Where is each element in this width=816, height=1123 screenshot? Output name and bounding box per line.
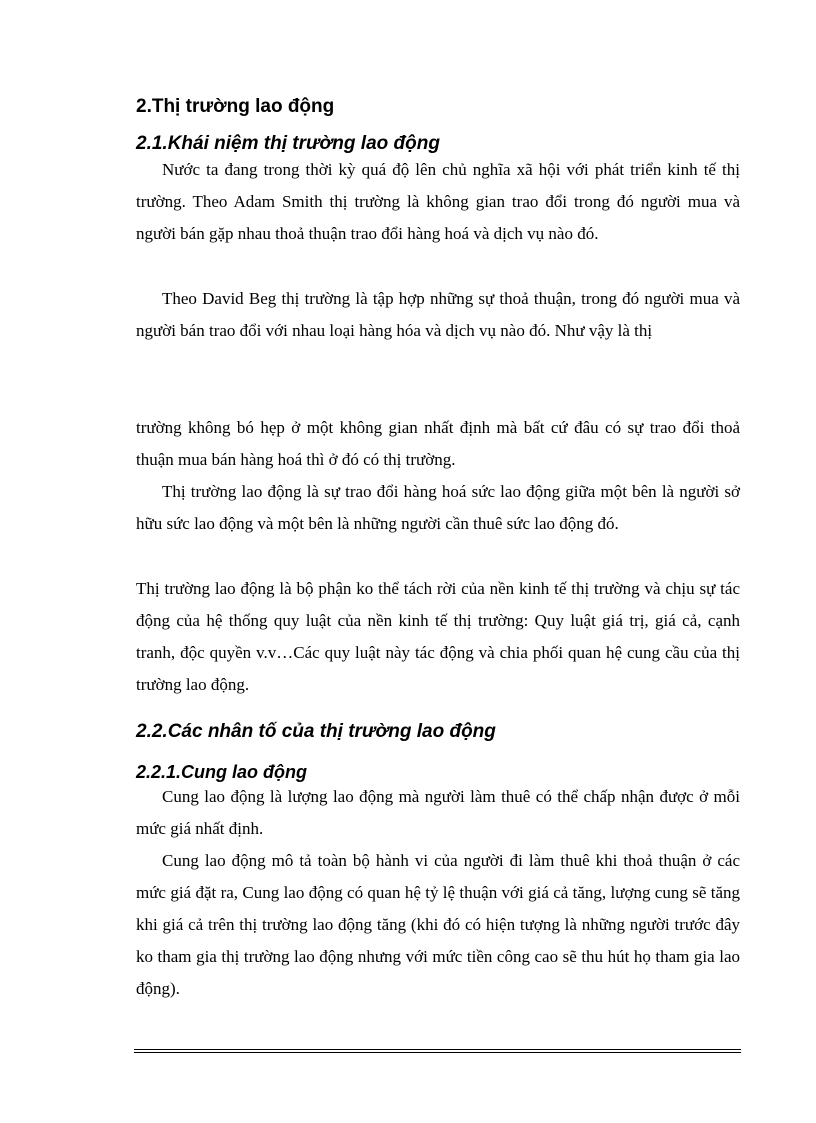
section-heading-2-2: 2.2.Các nhân tố của thị trường lao động bbox=[136, 721, 496, 742]
footer-double-rule bbox=[134, 1049, 741, 1053]
paragraph-david-beg: Theo David Beg thị trường là tập hợp những sự thoả thuận, trong đó người mua và người bán trao đổi với nhau loại hàng hóa và dịch vụ nào đó. Như vậy là thị bbox=[136, 289, 740, 340]
section-heading-2-2-1: 2.2.1.Cung lao động bbox=[136, 762, 308, 782]
section-heading-2: 2.Thị trường lao động bbox=[136, 96, 335, 117]
section-heading-2-1: 2.1.Khái niệm thị trường lao động bbox=[136, 133, 440, 154]
paragraph-labor-supply-behavior: Cung lao động mô tả toàn bộ hành vi của người đi làm thuê khi thoả thuận ở các mức giá đặt ra, Cung lao động có quan hệ tỷ lệ thuận với giá cả tăng, lượng cung sẽ tăng khi giá cả trên thị trường lao động tăng (khi đó có hiện tượng là những người trước đây ko tham gia thị trường lao động nhưng với mức tiền công cao sẽ thu hút họ tham gia lao động). bbox=[136, 851, 740, 998]
paragraph-labor-market-exchange: Thị trường lao động là sự trao đổi hàng hoá sức lao động giữa một bên là người sở hữu sức lao động và một bên là những người cần thuê sức lao động đó. bbox=[136, 482, 740, 533]
paragraph-labor-market-laws: Thị trường lao động là bộ phận ko thể tách rời của nền kinh tế thị trường và chịu sự tác động của hệ thống quy luật của nền kinh tế thị trường: Quy luật giá trị, giá cả, cạnh tranh, độc quyền v.v…Các quy luật này tác động và chia phối quan hệ cung cầu của thị trường lao động. bbox=[136, 579, 740, 694]
paragraph-market-definition: Nước ta đang trong thời kỳ quá độ lên chủ nghĩa xã hội với phát triển kinh tế thị trường. Theo Adam Smith thị trường là không gian trao đổi trong đó người mua và người bán gặp nhau thoả thuận trao đổi hàng hoá và dịch vụ nào đó. bbox=[136, 160, 740, 243]
paragraph-labor-supply-definition: Cung lao động là lượng lao động mà người làm thuê có thể chấp nhận được ở mỗi mức giá nhất định. bbox=[136, 787, 740, 838]
paragraph-market-continued: trường không bó hẹp ở một không gian nhất định mà bất cứ đâu có sự trao đổi thoả thuận mua bán hàng hoá thì ở đó có thị trường. bbox=[136, 418, 740, 469]
